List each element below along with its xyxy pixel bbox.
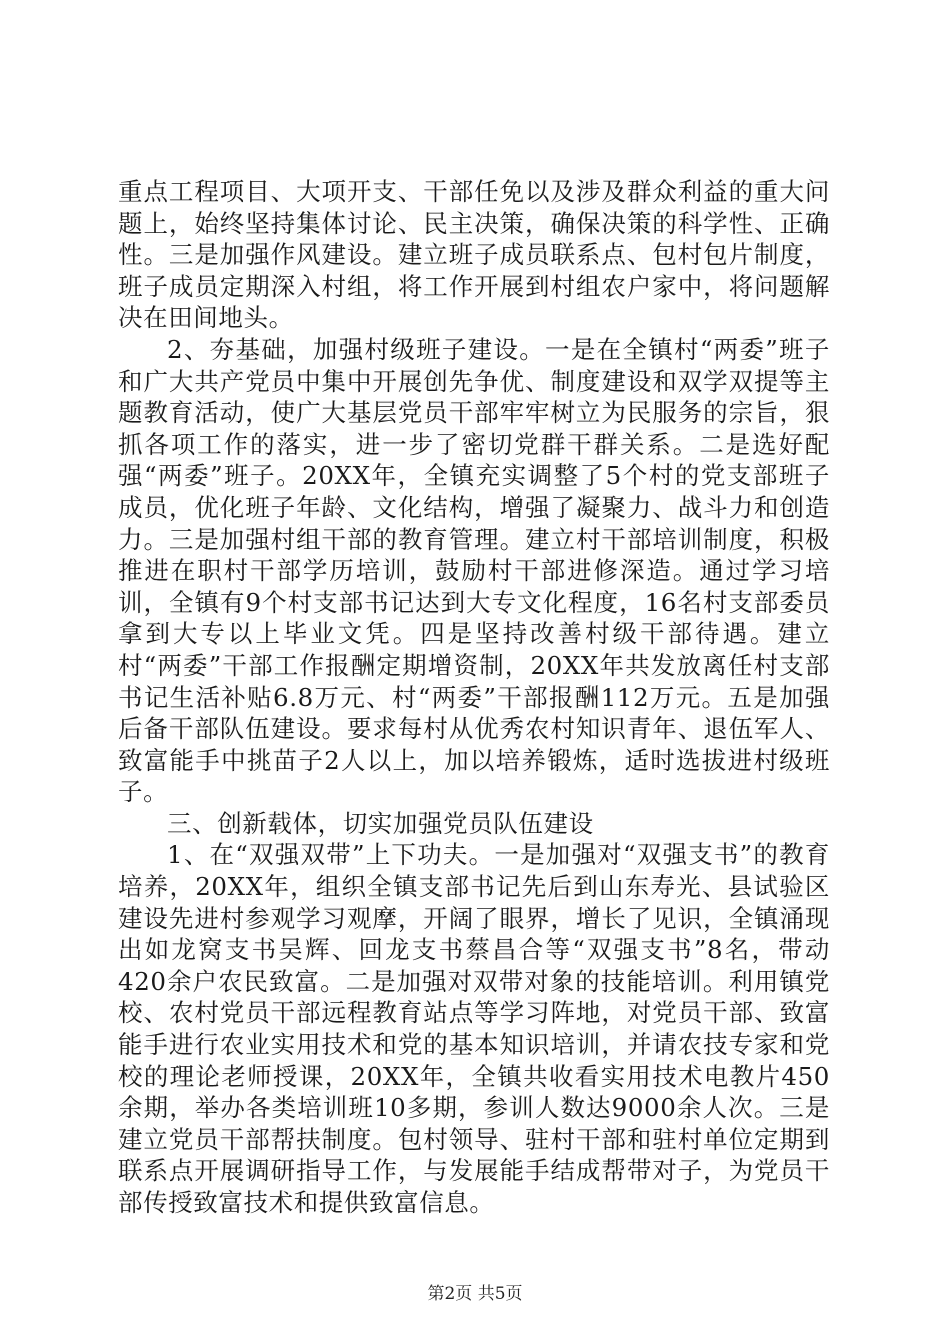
paragraph-3: 1、在“双强双带”上下功夫。一是加强对“双强支书”的教育培养，20XX年，组织全镇支部书记先后到山东寿光、县试验区建设先进村参观学习观摩，开阔了眼界，增长了见识，全镇涌现出如龙窝支书吴辉、回龙支书蔡昌合等“双强支书”8名，带动420余户农民致富。二是加强对双带对象的技能培训。利用镇党校、农村党员干部远程教育站点等学习阵地，对党员干部、致富能手进行农业实用技术和党的基本知识培训，并请农技专家和党校的理论老师授课，20XX年，全镇共收看实用技术电教片450余期，举办各类培训班10多期，参训人数达9000余人次。三是建立党员干部帮扶制度。包村领导、驻村干部和驻村单位定期到联系点开展调研指导工作，与发展能手结成帮带对子，为党员干部传授致富技术和提供致富信息。 xyxy=(118,840,830,1217)
paragraph-2: 2、夯基础，加强村级班子建设。一是在全镇村“两委”班子和广大共产党员中集中开展创先争优、制度建设和双学双提等主题教育活动，使广大基层党员干部牢牢树立为民服务的宗旨，狠抓各项工作的落实，进一步了密切党群干群关系。二是选好配强“两委”班子。20XX年，全镇充实调整了5个村的党支部班子成员，优化班子年龄、文化结构，增强了凝聚力、战斗力和创造力。三是加强村组干部的教育管理。建立村干部培训制度，积极推进在职村干部学历培训，鼓励村干部进修深造。通过学习培训，全镇有9个村支部书记达到大专文化程度，16名村支部委员拿到大专以上毕业文凭。四是坚持改善村级干部待遇。建立村“两委”干部工作报酬定期增资制，20XX年共发放离任村支部书记生活补贴6.8万元、村“两委”干部报酬112万元。五是加强后备干部队伍建设。要求每村从优秀农村知识青年、退伍军人、致富能手中挑苗子2人以上，加以培养锻炼，适时选拔进村级班子。 xyxy=(118,334,830,807)
page-footer: 第2页 共5页 xyxy=(427,1284,523,1304)
paragraph-1: 重点工程项目、大项开支、干部任免以及涉及群众利益的重大问题上，始终坚持集体讨论、民主决策，确保决策的科学性、正确性。三是加强作风建设。建立班子成员联系点、包村包片制度，班子成员定期深入村组，将工作开展到村组农户家中，将问题解决在田间地头。 xyxy=(118,177,830,333)
section-heading: 三、创新载体，切实加强党员队伍建设 xyxy=(167,808,594,838)
document-body xyxy=(118,176,830,1219)
